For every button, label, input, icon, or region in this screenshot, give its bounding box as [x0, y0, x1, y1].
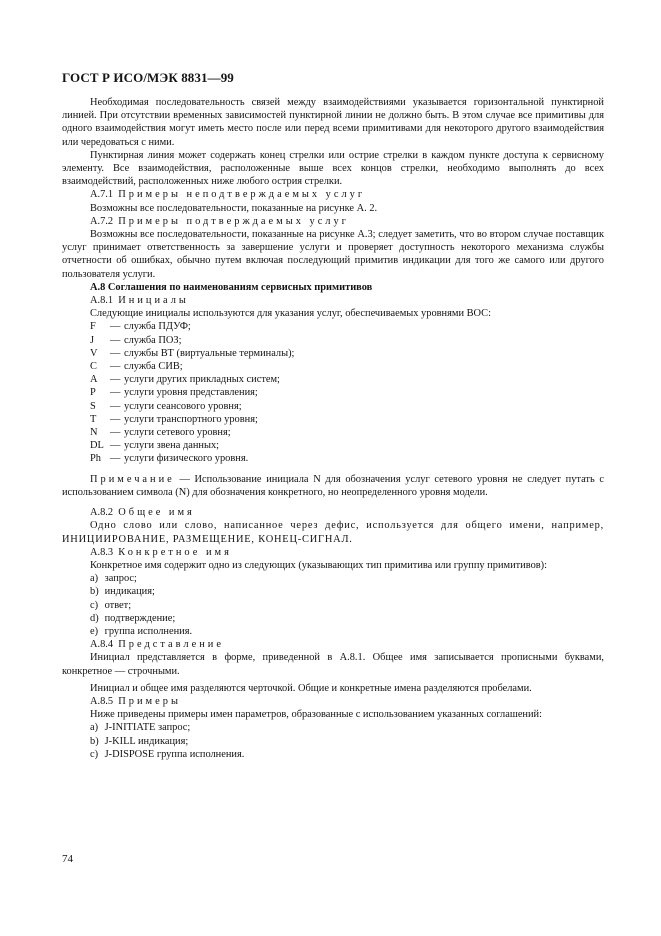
- heading-a71-title: Примеры неподтверждаемых услуг: [118, 189, 366, 201]
- item-text: индикация;: [104, 586, 155, 598]
- paragraph-sequence: Необходимая последовательность связей между взаимодействиями указывается горизонтальной пунктирной линией. При отсутствии временных зависимостей пунктирной линии не должно быть. В этом случае все примитивы для одного взаимодействия могут иметь место после или перед всеми примитивами для некоторого другого взаимодействия или чередоваться с ними.: [62, 97, 604, 148]
- item-letter: с): [90, 599, 99, 611]
- initial-abbr: DL: [90, 440, 104, 452]
- heading-a72: [90, 215, 604, 228]
- dash: —: [110, 413, 121, 425]
- heading-a82-num: А.8.2: [90, 507, 114, 519]
- page-number: 74: [62, 853, 73, 865]
- heading-a85: [90, 695, 604, 708]
- item-text: группа исполнения.: [104, 625, 193, 637]
- initial-abbr: Ph: [90, 453, 101, 465]
- initial-abbr: C: [90, 361, 97, 373]
- heading-a84-num: А.8.4: [90, 639, 114, 651]
- list-item: [90, 373, 604, 386]
- page-header: ГОСТ Р ИСО/МЭК 8831—99: [62, 70, 234, 85]
- initial-abbr: V: [90, 347, 98, 359]
- item-text: запрос;: [104, 573, 137, 585]
- dash: —: [110, 347, 121, 359]
- heading-a82-title: Общее имя: [118, 507, 195, 519]
- heading-a8-num: А.8: [90, 281, 106, 293]
- list-item: [90, 334, 604, 347]
- initial-abbr: N: [90, 427, 98, 439]
- list-item: [90, 413, 604, 426]
- heading-a8-title: Соглашения по наименованиям сервисных примитивов: [107, 281, 373, 293]
- heading-a83-title: Конкретное имя: [118, 546, 232, 558]
- item-letter: с): [90, 748, 99, 760]
- list-item: [90, 612, 604, 625]
- heading-a71: [90, 188, 604, 201]
- initial-desc: услуги сеансового уровня;: [124, 400, 242, 412]
- item-letter: b): [90, 735, 99, 747]
- item-text: J-DISPOSE группа исполнения.: [104, 748, 245, 760]
- list-item: [90, 320, 604, 333]
- initial-abbr: J: [90, 334, 95, 346]
- list-item: [90, 439, 604, 452]
- heading-a83-num: А.8.3: [90, 546, 114, 558]
- heading-a72-num: А.7.2: [90, 215, 114, 227]
- specific-name-list: [62, 572, 604, 638]
- note-text: — Использование инициала N для обозначения услуг сетевого уровня не следует путать с использованием символа (N) для обозначения конкретного, но неопределенного уровня модели.: [62, 473, 604, 498]
- note-label: Примечание: [90, 473, 175, 485]
- a83-intro: Конкретное имя содержит одно из следующих (указывающих тип примитива или группу примитивов):: [90, 559, 548, 571]
- a81-intro: Следующие инициалы используются для указания услуг, обеспечиваемых уровнями ВОС:: [90, 308, 492, 320]
- dash: —: [110, 361, 121, 373]
- dash: —: [110, 400, 121, 412]
- initial-desc: услуги звена данных;: [124, 440, 220, 452]
- a82-text: Одно слово или слово, написанное через дефис, используется для общего имени, например, ИНИЦИИРОВАНИЕ, РАЗМЕЩЕНИЕ, КОНЕЦ-СИГНАЛ.: [62, 520, 604, 545]
- a84-p2: Инициал и общее имя разделяются черточкой. Общие и конкретные имена разделяются пробелами.: [90, 682, 532, 694]
- heading-a8: [90, 281, 604, 294]
- item-letter: е): [90, 625, 99, 637]
- a84-p1: Инициал представляется в форме, приведенной в А.8.1. Общее имя записывается прописными буквами, конкретное — строчными.: [62, 652, 604, 677]
- initial-desc: услуги сетевого уровня;: [124, 427, 231, 439]
- initial-desc: услуги других прикладных систем;: [124, 374, 280, 386]
- list-item: [90, 735, 604, 748]
- initial-abbr: F: [90, 321, 96, 333]
- item-letter: b): [90, 586, 99, 598]
- initial-desc: услуги физического уровня.: [124, 453, 249, 465]
- initial-desc: служба СИВ;: [124, 361, 183, 373]
- list-item: [90, 426, 604, 439]
- heading-a84-title: Представление: [118, 639, 224, 651]
- note: [62, 473, 604, 499]
- list-item: [90, 599, 604, 612]
- heading-a85-num: А.8.5: [90, 695, 114, 707]
- list-item: [90, 721, 604, 734]
- item-text: подтверждение;: [104, 612, 176, 624]
- dash: —: [110, 334, 121, 346]
- dash: —: [110, 374, 121, 386]
- a71-text: Возможны все последовательности, показанные на рисунке А. 2.: [90, 202, 378, 214]
- initials-list: [62, 320, 604, 465]
- dash: —: [110, 321, 121, 333]
- initial-abbr: A: [90, 374, 98, 386]
- dash: —: [110, 440, 121, 452]
- initial-desc: служба ПОЗ;: [124, 334, 182, 346]
- a72-text: Возможны все последовательности, показанные на рисунке А.3; следует заметить, что во втором случае поставщик услуг принимает ответственность за завершение услуги и проверяет доступность некоторого механизма службы отчетности об ошибках, обычно путем включая последующий примитив индикации для того же самого или другого пользователя услуги.: [62, 229, 604, 280]
- list-item: [90, 400, 604, 413]
- a85-intro: Ниже приведены примеры имен параметров, образованные с использованием указанных соглашений:: [90, 709, 543, 721]
- heading-a81-title: Инициалы: [118, 295, 189, 307]
- heading-a82: [90, 506, 604, 519]
- item-text: J-KILL индикация;: [104, 735, 189, 747]
- list-item: [90, 625, 604, 638]
- list-item: [90, 360, 604, 373]
- heading-a84: [90, 638, 604, 651]
- heading-a72-title: Примеры подтверждаемых услуг: [118, 215, 349, 227]
- list-item: [90, 585, 604, 598]
- list-item: [90, 572, 604, 585]
- item-letter: а): [90, 573, 99, 585]
- examples-list: [62, 721, 604, 761]
- dash: —: [110, 387, 121, 399]
- initial-desc: служба ПДУФ;: [124, 321, 191, 333]
- initial-desc: услуги уровня представления;: [124, 387, 258, 399]
- list-item: [90, 386, 604, 399]
- list-item: [90, 347, 604, 360]
- heading-a71-num: А.7.1: [90, 189, 114, 201]
- initial-desc: службы ВТ (виртуальные терминалы);: [124, 347, 295, 359]
- initial-abbr: S: [90, 400, 96, 412]
- paragraph-dotted-line: Пунктирная линия может содержать конец стрелки или острие стрелки в каждом пункте доступа к сервисному элементу. Все взаимодействия, расположенные выше всех концов стрелки, необходимо выполнять до всех взаимодействий, расположенных ниже любого острия стрелки.: [62, 149, 604, 188]
- heading-a81: [90, 294, 604, 307]
- document-body: [62, 96, 604, 761]
- list-item: [90, 748, 604, 761]
- item-letter: а): [90, 722, 99, 734]
- initial-desc: услуги транспортного уровня;: [124, 413, 258, 425]
- heading-a81-num: А.8.1: [90, 295, 114, 307]
- heading-a83: [90, 546, 604, 559]
- initial-abbr: T: [90, 413, 97, 425]
- item-text: ответ;: [104, 599, 132, 611]
- heading-a85-title: Примеры: [118, 695, 181, 707]
- dash: —: [110, 427, 121, 439]
- initial-abbr: P: [90, 387, 96, 399]
- dash: —: [110, 453, 121, 465]
- item-text: J-INITIATE запрос;: [104, 722, 191, 734]
- list-item: [90, 452, 604, 465]
- item-letter: d): [90, 612, 99, 624]
